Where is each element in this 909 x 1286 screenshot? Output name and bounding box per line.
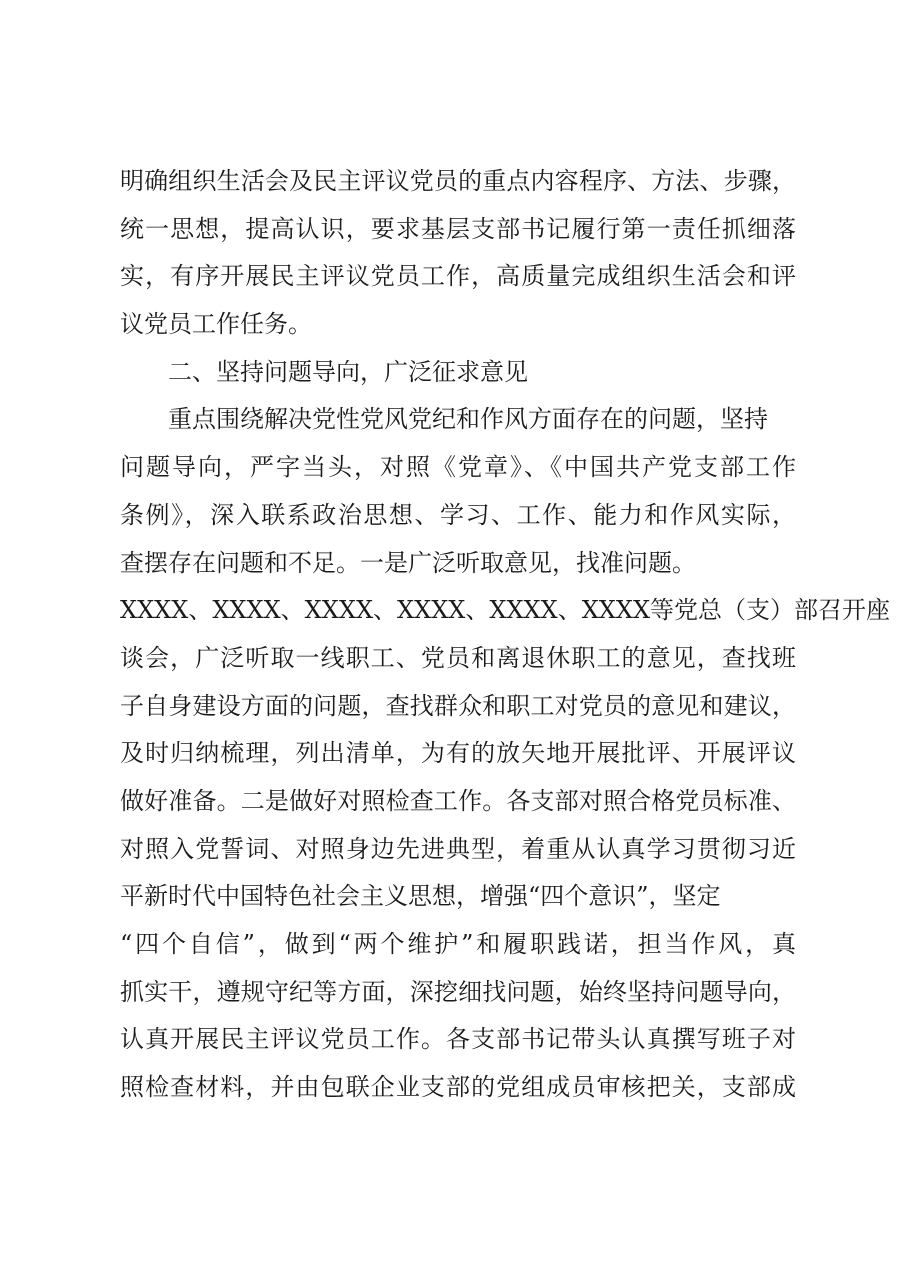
text-line: 条例》，深入联系政治思想、学习、工作、能力和作风实际， [120,500,796,529]
text-line: 照检查材料，并由包联企业支部的党组成员审核把关，支部成 [120,1073,796,1102]
text-line: XXXX、XXXX、XXXX、XXXX、XXXX、XXXX等党总（支）部召开座 [120,596,891,625]
text-line: 明确组织生活会及民主评议党员的重点内容程序、方法、步骤， [120,167,796,195]
text-line: 做好准备。二是做好对照检查工作。各支部对照合格党员标准、 [120,786,796,815]
text-line: 谈会，广泛听取一线职工、党员和离退休职工的意见，查找班 [120,643,796,672]
text-line: “四个自信”，做到“两个维护”和履职践诺，担当作风，真 [120,930,796,958]
text-line: 问题导向，严字当头，对照《党章》、《中国共产党支部工作 [120,453,796,482]
text-line: 子自身建设方面的问题，查找群众和职工对党员的意见和建议， [120,691,796,720]
text-line: 及时归纳梳理，列出清单，为有的放矢地开展批评、开展评议 [120,739,796,768]
text-line: 对照入党誓词、对照身边先进典型，着重从认真学习贯彻习近 [120,834,796,863]
section-heading-text: 二、坚持问题导向，广泛征求意见 [168,357,528,386]
text-line: 认真开展民主评议党员工作。各支部书记带头认真撰写班子对 [120,1025,796,1054]
paragraph-1 [120,158,800,349]
text-line: 抓实干，遵规守纪等方面，深挖细找问题，始终坚持问题导向， [120,977,796,1006]
section-heading [120,349,800,397]
text-line: 实，有序开展民主评议党员工作，高质量完成组织生活会和评 [120,262,796,291]
text-line: 统一思想，提高认识，要求基层支部书记履行第一责任抓细落 [120,214,796,243]
text-line: 查摆存在问题和不足。一是广泛听取意见，找准问题。 [120,548,696,577]
paragraph-3 [120,396,891,1111]
text-line: 议党员工作任务。 [120,310,312,339]
text-line: 平新时代中国特色社会主义思想，增强“四个意识”，坚定 [120,882,721,911]
document-body [120,158,891,1112]
text-line: 重点围绕解决党性党风党纪和作风方面存在的问题，坚持 [168,405,768,434]
